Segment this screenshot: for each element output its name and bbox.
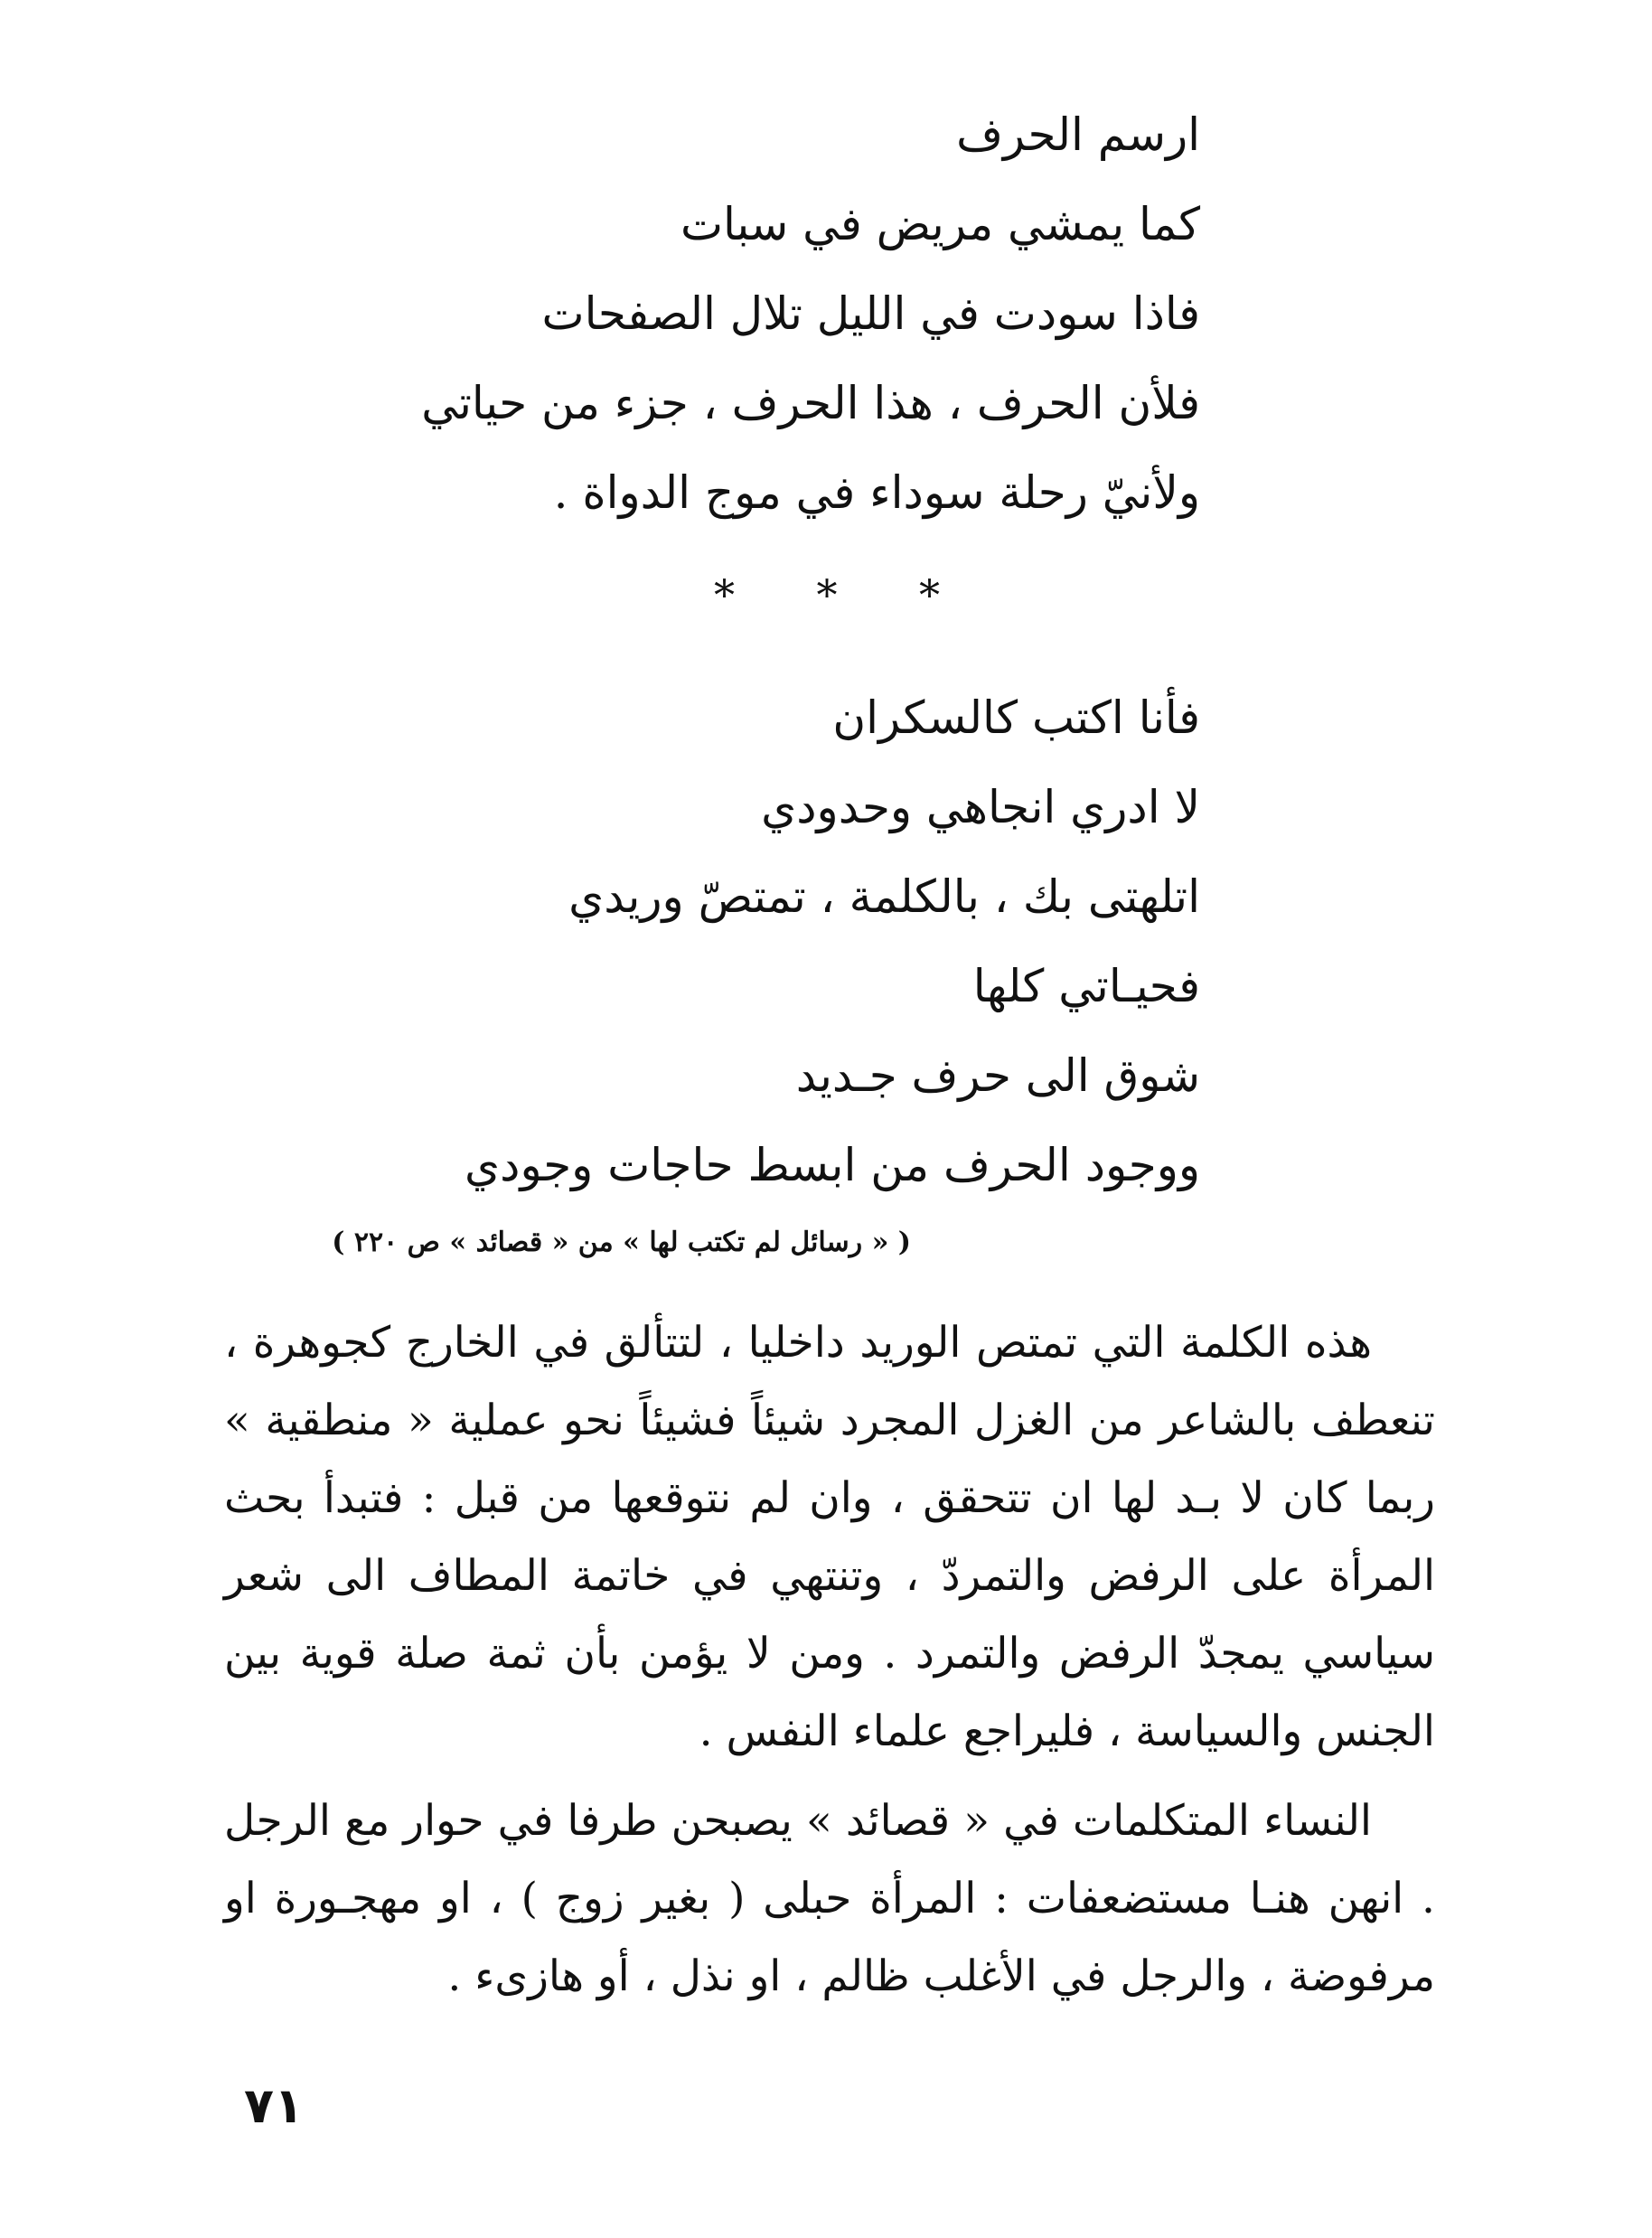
- stanza-separator: [714, 568, 940, 622]
- star-glyph: *: [816, 570, 838, 619]
- star-glyph: *: [714, 570, 735, 619]
- poem-stanza-1: [387, 90, 1200, 538]
- body-paragraph: هذه الكلمة التي تمتص الوريد داخليا ، لتتألق في الخارج كجوهرة ، تنعطف بالشاعر من الغزل المجرد شيئاً فشيئاً نحو عملية « منطقية » ربما كان لا بـد لها ان تتحقق ، وان لم نتوقعها من قبل : فتبدأ بحث المرأة على الرفض والتمردّ ، وتنتهي في خاتمة المطاف الى شعر سياسي يمجدّ الرفض والتمرد . ومن لا يؤمن بأن ثمة صلة قوية بين الجنس والسياسة ، فليراجع علماء النفس .: [224, 1318, 1435, 1756]
- page-number: ٧١: [244, 2077, 304, 2134]
- body-paragraph: النساء المتكلمات في « قصائد » يصبحن طرفا في حوار مع الرجل . انهن هنـا مستضعفات : المرأة حبلى ( بغير زوج ) ، او مهجـورة او مرفوضة ، والرجل في الأغلب ظالم ، او نذل ، أو هازىء .: [224, 1796, 1435, 2001]
- verse-line: فحيـاتي كلها: [972, 960, 1200, 1012]
- verse-line: فاذا سودت في الليل تلال الصفحات: [541, 287, 1200, 340]
- verse-line: ولأنيّ رحلة سوداء في موج الدواة .: [553, 466, 1200, 519]
- poem-citation: ( « رسائل لم تكتب لها » من « قصائد » ص ٢٢٠ ): [332, 1227, 911, 1258]
- verse-line: فلأن الحرف ، هذا الحرف ، جزء من حياتي: [421, 377, 1200, 429]
- verse-line: ارسم الحرف: [956, 108, 1200, 161]
- verse-line: شوق الى حرف جـديد: [795, 1049, 1200, 1102]
- verse-line: فأنا اكتب كالسكران: [832, 691, 1200, 744]
- verse-line: لا ادري انجاهي وحدودي: [761, 781, 1200, 833]
- poem-stanza-2: [387, 673, 1200, 1210]
- star-glyph: *: [919, 570, 940, 619]
- verse-line: ووجود الحرف من ابسط حاجات وجودي: [465, 1139, 1200, 1191]
- verse-line: اتلهتى بك ، بالكلمة ، تمتصّ وريدي: [568, 870, 1200, 923]
- verse-line: كما يمشي مريض في سبات: [680, 198, 1200, 250]
